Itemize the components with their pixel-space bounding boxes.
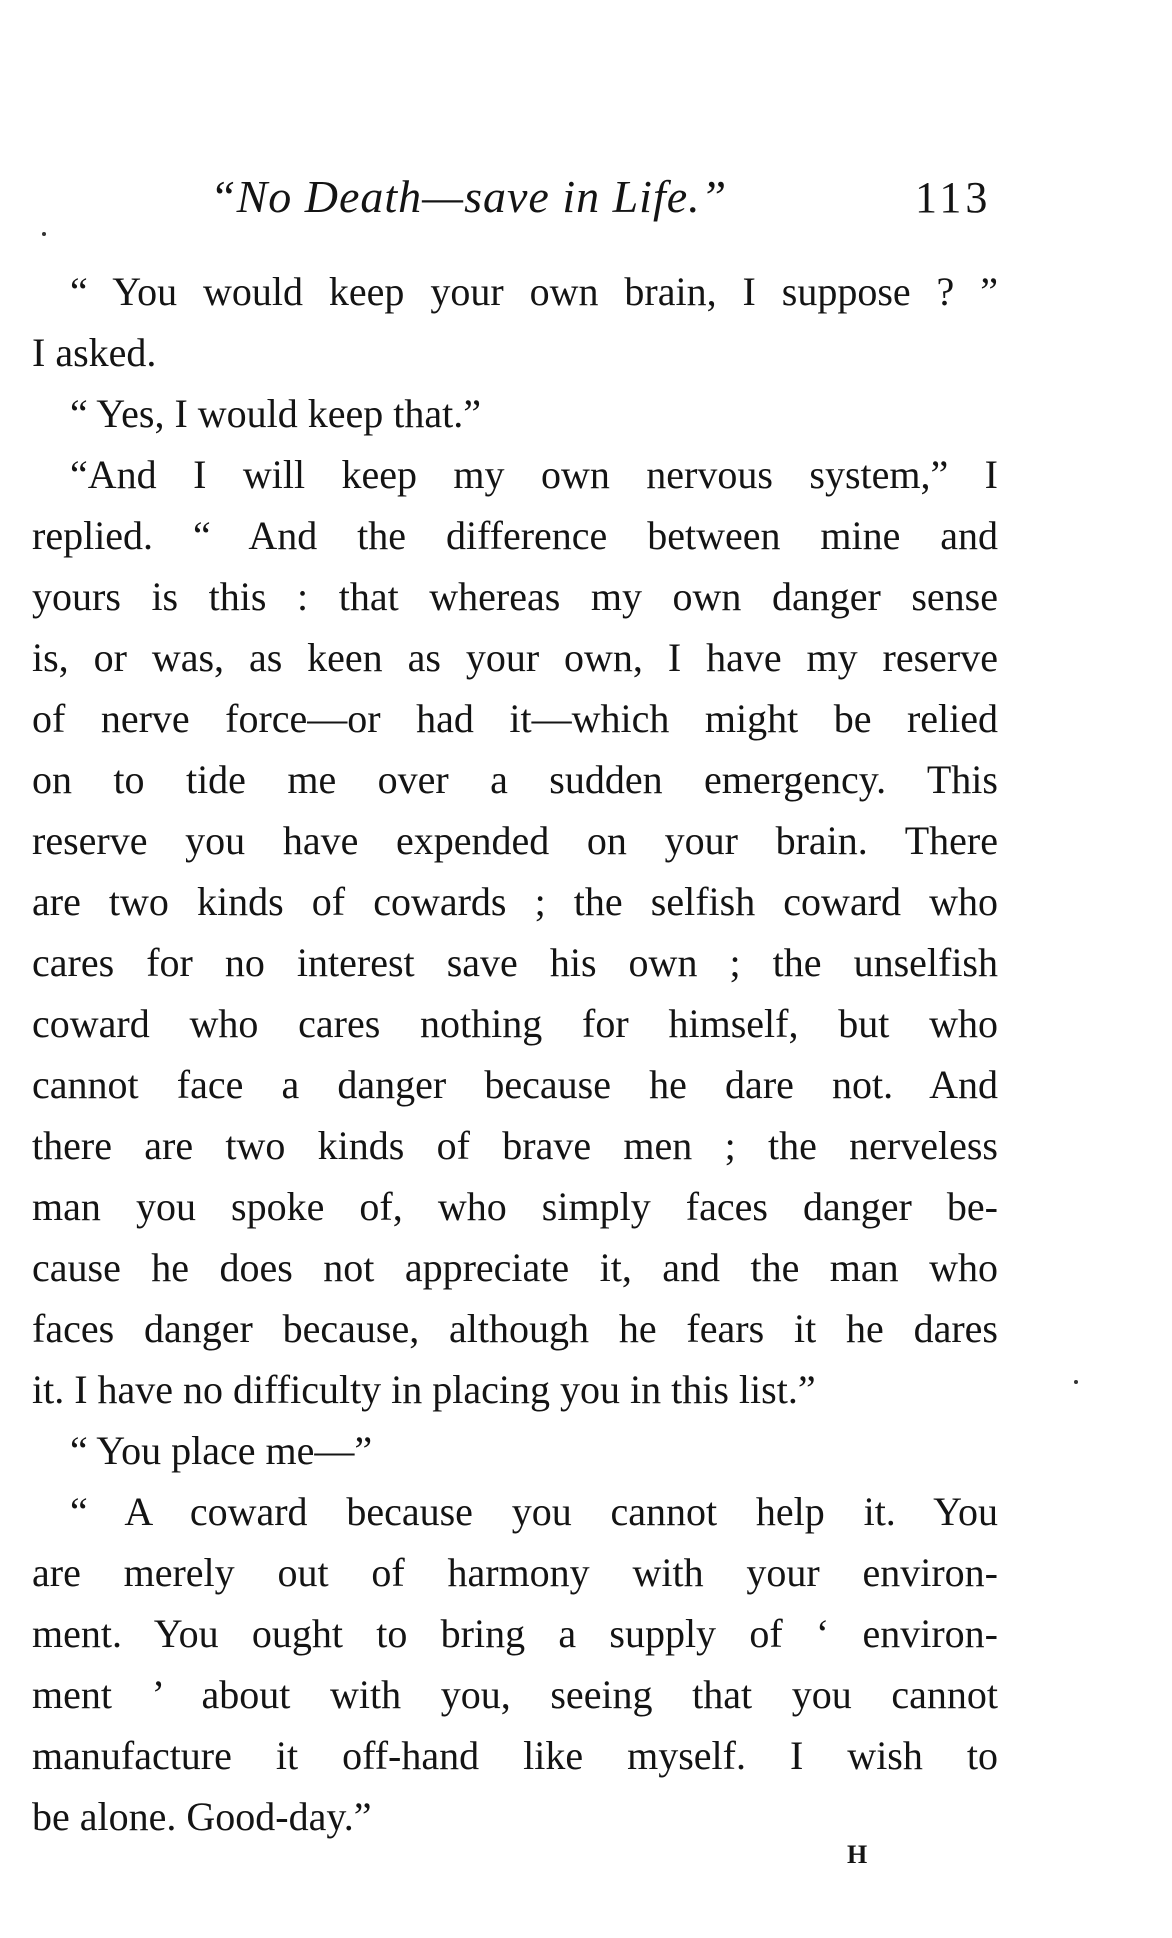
text-line: cares for no interest save his own ; the unselfish <box>32 940 998 985</box>
text-line: coward who cares nothing for himself, but who <box>32 1001 998 1046</box>
text-line: yours is this : that whereas my own danger sense <box>32 574 998 619</box>
print-speck <box>42 232 46 236</box>
text-line: be alone. Good-day.” <box>32 1794 372 1839</box>
text-line: is, or was, as keen as your own, I have my reserve <box>32 635 998 680</box>
text-line: manufacture it off-hand like myself. I wish to <box>32 1733 998 1778</box>
text-line: “And I will keep my own nervous system,” I <box>70 452 998 497</box>
text-line: man you spoke of, who simply faces danger be- <box>32 1184 998 1229</box>
page-number: 113 <box>915 173 992 222</box>
body-text <box>32 261 998 1847</box>
text-line: are two kinds of cowards ; the selfish coward who <box>32 879 998 924</box>
text-line: cannot face a danger because he dare not. And <box>32 1062 998 1107</box>
text-line: it. I have no difficulty in placing you in this list.” <box>32 1367 816 1412</box>
text-line: cause he does not appreciate it, and the man who <box>32 1245 998 1290</box>
text-line: faces danger because, although he fears it he dares <box>32 1306 998 1351</box>
text-line: ment. You ought to bring a supply of ‘ environ- <box>32 1611 998 1656</box>
text-line: “ You would keep your own brain, I suppose ? ” <box>70 269 998 314</box>
running-title: “No Death—save in Life.” <box>210 171 728 222</box>
text-line: I asked. <box>32 330 157 375</box>
text-line: ment ’ about with you, seeing that you cannot <box>32 1672 998 1717</box>
text-line: reserve you have expended on your brain. There <box>32 818 998 863</box>
text-line: are merely out of harmony with your environ- <box>32 1550 998 1595</box>
text-line: “ You place me—” <box>70 1428 373 1473</box>
text-line: “ A coward because you cannot help it. You <box>70 1489 998 1534</box>
print-speck <box>1074 1380 1078 1384</box>
text-line: of nerve force—or had it—which might be relied <box>32 696 998 741</box>
signature-mark: H <box>847 1840 869 1869</box>
text-line: there are two kinds of brave men ; the nerveless <box>32 1123 998 1168</box>
text-line: “ Yes, I would keep that.” <box>70 391 482 436</box>
text-line: replied. “ And the difference between mine and <box>32 513 998 558</box>
page-header <box>0 170 1172 240</box>
text-line: on to tide me over a sudden emergency. This <box>32 757 998 802</box>
